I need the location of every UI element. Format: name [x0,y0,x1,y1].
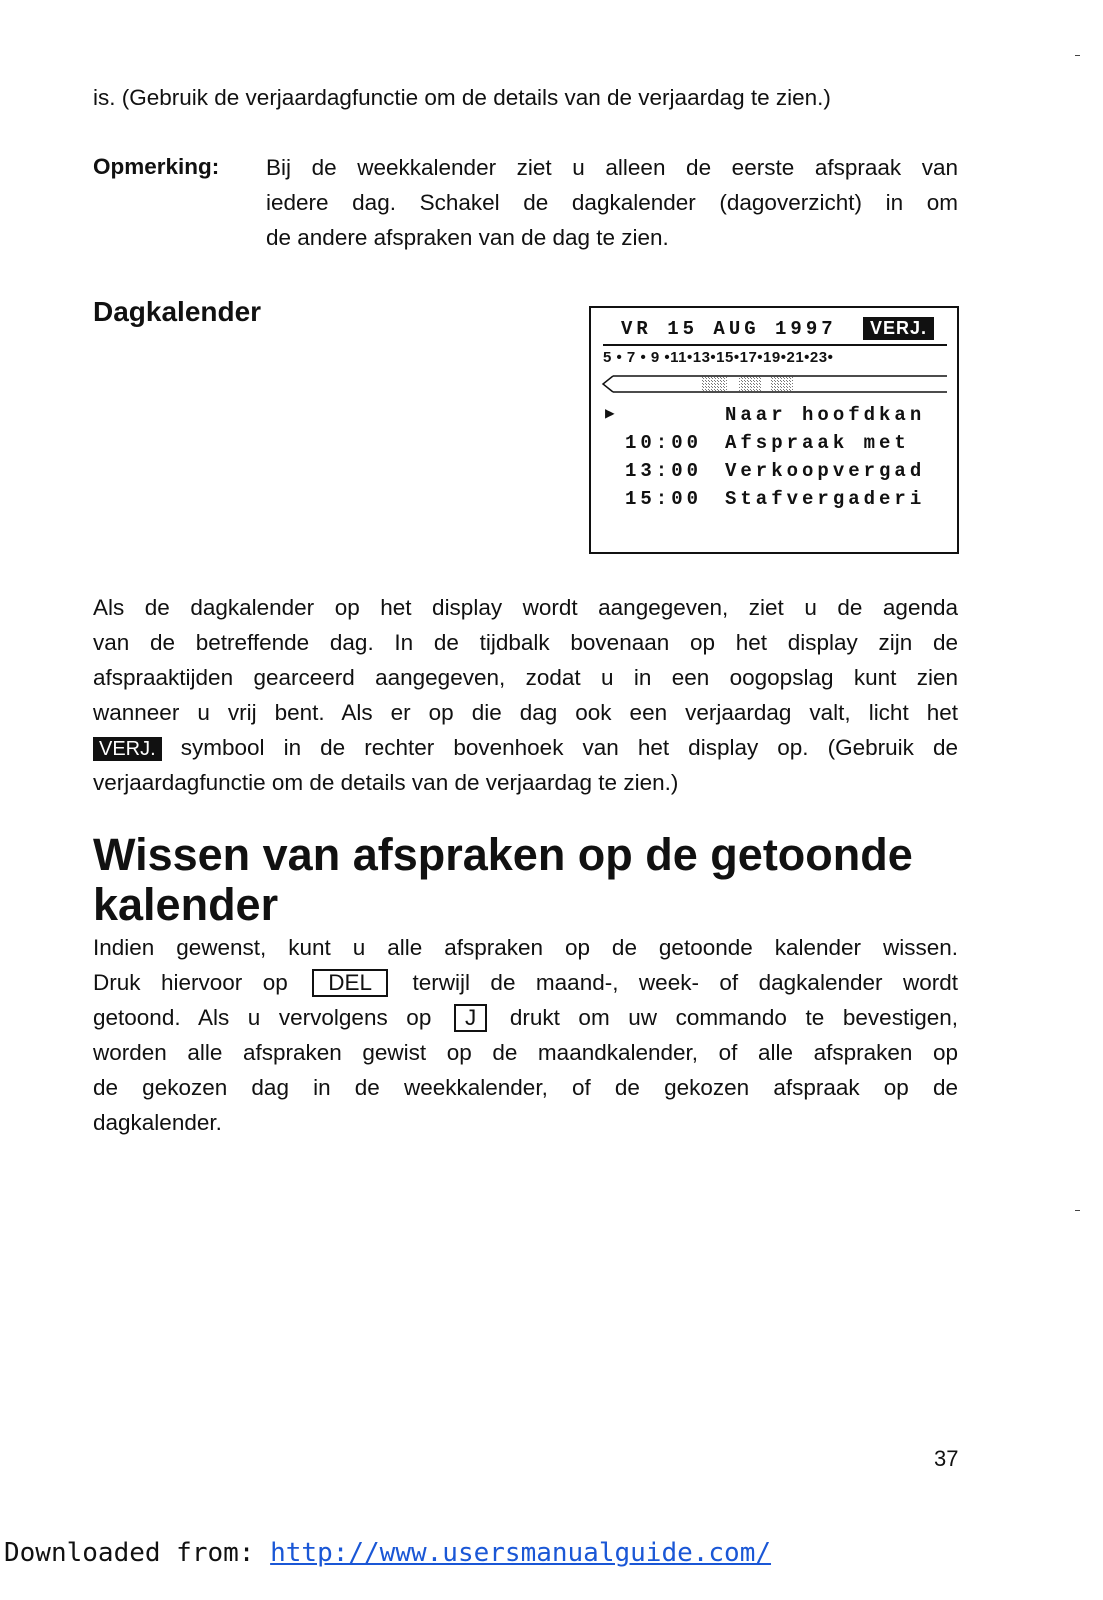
appointment-text: Verkoopvergad [725,460,926,482]
note-line: de andere afspraken van de dag te zien. [266,225,669,250]
paragraph-line: wanneer u vrij bent. Als er op die dag ook een verjaardag valt, licht het [93,700,958,725]
note-body [266,150,958,255]
page-number: 37 [934,1446,959,1471]
lcd-divider [603,344,947,346]
lcd-time-bar [601,372,947,396]
busy-slot [771,377,793,391]
appointment-row [625,460,925,482]
paragraph-line: afspraaktijden gearceerd aangegeven, zodat u in een oogopslag kunt zien [93,665,958,690]
paragraph-line: verjaardagfunctie om de details van de verjaardag te zien.) [93,770,679,795]
pointer-arrow-icon: ▶ [605,405,615,423]
paragraph-line [93,730,958,765]
paragraph-line: dagkalender. [93,1110,222,1135]
appointment-text: Afspraak met [725,432,910,454]
paragraph-line: de gekozen dag in de weekkalender, of de gekozen afspraak op de [93,1075,958,1100]
appointment-text: Naar hoofdkan [725,404,926,426]
paragraph-text: terwijl de maand-, week- of dagkalender wordt [412,970,958,995]
margin-tick [1075,1210,1080,1211]
appointment-row [625,404,925,426]
paragraph-text: getoond. Als u vervolgens op [93,1005,432,1030]
paragraph-line [93,965,958,1000]
paragraph-line: van de betreffende dag. In de tijdbalk bovenaan op het display zijn de [93,630,958,655]
paragraph-text: drukt om uw commando te bevestigen, [509,1005,958,1030]
appointment-time: 15:00 [625,488,703,510]
paragraph-text: Druk hiervoor op [93,970,288,995]
paragraph-line [93,1000,958,1035]
note-label: Opmerking: [93,154,220,179]
lcd-birthday-badge: VERJ. [863,317,934,340]
paragraph-line: Indien gewenst, kunt u alle afspraken op de getoonde kalender wissen. [93,935,958,960]
top-line: is. (Gebruik de verjaardagfunctie om de details van de verjaardag te zien.) [93,85,831,110]
busy-slot [701,377,727,391]
section-heading-wissen [93,830,963,930]
busy-slot [739,377,761,391]
paragraph-line: Als de dagkalender op het display wordt aangegeven, ziet u de agenda [93,595,958,620]
note-line: Bij de weekkalender ziet u alleen de eerste afspraak van [266,155,958,180]
note-line: iedere dag. Schakel de dagkalender (dagoverzicht) in om [266,190,958,215]
j-key: J [454,1004,487,1032]
section-heading-dagkalender: Dagkalender [93,296,262,327]
dagkalender-paragraph [93,590,958,800]
appointment-row [625,432,910,454]
lcd-hour-scale: 5 • 7 • 9 •11•13•15•17•19•21•23• [603,349,834,366]
appointment-time: 13:00 [625,460,703,482]
margin-tick [1075,55,1080,56]
appointment-time: 10:00 [625,432,703,454]
paragraph-text: symbool in de rechter bovenhoek van het display op. (Gebruik de [161,735,958,760]
appointment-row [625,488,925,510]
lcd-display-illustration [589,306,959,554]
lcd-date: VR 15 AUG 1997 [621,318,837,340]
verj-badge: VERJ. [93,737,162,761]
footer-prefix: Downloaded from: [4,1538,271,1568]
appointment-text: Stafvergaderi [725,488,926,510]
footer-link[interactable]: http://www.usersmanualguide.com/ [270,1538,772,1568]
heading-line: kalender [93,879,279,930]
download-footer [4,1538,771,1568]
heading-line: Wissen van afspraken op de getoonde [93,829,913,880]
del-key: DEL [312,969,388,997]
paragraph-line: worden alle afspraken gewist op de maandkalender, of alle afspraken op [93,1040,958,1065]
time-bar-arrow-icon [603,376,613,392]
wissen-paragraph [93,930,958,1140]
